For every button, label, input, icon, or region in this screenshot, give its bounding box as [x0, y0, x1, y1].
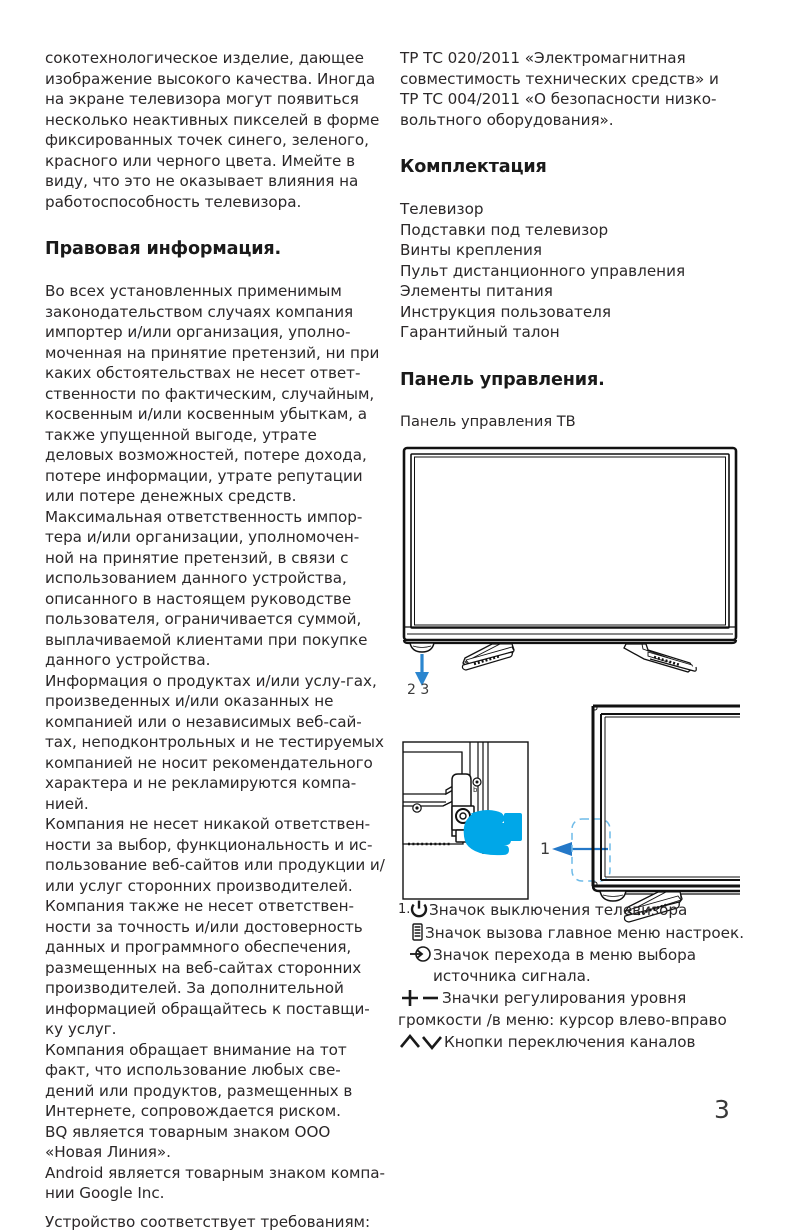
legal-paragraph-5: Компания также не несет ответствен-ности за точность и/или достоверность данных и программного обеспечения, размещенных на веб-сайтах сторонних производителей. За дополнительной информацией обращайтесь к поставщи-ку услуг.: [45, 896, 385, 1040]
list-item: Пульт дистанционного управления: [400, 261, 740, 282]
legend-item-number: 1.: [398, 899, 409, 921]
legend-item-label: Значок вызова главное меню настроек.: [425, 922, 744, 943]
page-number: 3: [714, 1095, 730, 1125]
legend-row-source: [398, 944, 746, 965]
menu-list-icon: [409, 922, 425, 942]
legend-row-channels: [398, 1031, 746, 1053]
left-column: [45, 48, 385, 1232]
list-item: Элементы питания: [400, 281, 740, 302]
list-item: Телевизор: [400, 199, 740, 220]
control-panel-detail-box: [403, 742, 528, 899]
control-panel-legend: [398, 899, 746, 1053]
tv-front-view-svg: [400, 446, 740, 694]
svg-text:b: b: [473, 786, 478, 794]
legend-item-label: источника сигнала.: [409, 965, 591, 986]
trademark-android-paragraph: Android является товарным знаком компа-нии Google Inc.: [45, 1163, 385, 1204]
trademark-bq-paragraph: BQ является товарным знаком ООО «Новая Линия».: [45, 1122, 385, 1163]
legend-item-label: Кнопки переключения каналов: [444, 1031, 695, 1052]
source-input-icon: [409, 944, 433, 964]
legal-paragraph-3: Информация о продуктах и/или услу-гах, произведенных и/или оказанных не компанией или о независимых веб-сай-тах, неподконтрольных и не тестируемых компанией не носит рекомендательного характера и не рекламируются компа-нией.: [45, 671, 385, 815]
legend-row-power: [398, 899, 746, 921]
control-panel-heading: Панель управления.: [400, 369, 740, 391]
figure-caption: Панель управления ТВ: [400, 412, 740, 432]
legend-row-volume: [398, 987, 746, 1009]
side-view-callout-label: 1: [540, 839, 550, 858]
legend-item-label: Значки регулирования уровня: [442, 987, 686, 1008]
legal-paragraph-2: Максимальная ответственность импор-тера и/или организации, уполномочен-ной на принятие претензий, в связи с использованием данного устройства, описанного в настоящем руководстве пользователя, ограничивается суммой, выплачиваемой клиентами при покупке данного устройства.: [45, 507, 385, 671]
front-view-callout-label: 2 3: [407, 682, 429, 694]
legal-information-heading: Правовая информация.: [45, 238, 385, 260]
chevron-up-down-icon: [398, 1031, 444, 1053]
intro-paragraph: сокотехнологическое изделие, дающее изображение высокого качества. Иногда на экране телевизора могут появиться несколько неактивных пикселей в форме фиксированных точек синего, зеленого, красного или черного цвета. Имейте в виду, что это не оказывает влияния на работоспособность телевизора.: [45, 48, 385, 212]
list-item: Гарантийный талон: [400, 322, 740, 343]
compliance-lead-in: Устройство соответствует требованиям:: [45, 1212, 385, 1232]
legend-row-menu: [398, 922, 746, 943]
standards-paragraph: ТР ТС 020/2011 «Электромагнитная совместимость технических средств» и ТР ТС 004/2011 «О безопасности низко-вольтного оборудования».: [400, 48, 740, 130]
package-contents-heading: Комплектация: [400, 156, 740, 178]
legend-item-label: Значок выключения телевизора: [429, 899, 687, 920]
side-view-callout-arrow: [552, 842, 608, 856]
legend-item-label: громкости /в меню: курсор влево-вправо: [398, 1009, 727, 1030]
legend-row-volume-cont: [398, 1009, 746, 1030]
plus-minus-icon: [398, 987, 442, 1009]
list-item: Инструкция пользователя: [400, 302, 740, 323]
right-column: [400, 48, 740, 939]
legend-item-label: Значок перехода в меню выбора: [433, 944, 696, 965]
legal-paragraph-6: Компания обращает внимание на тот факт, что использование любых све-дений или продуктов, размещенных в Интернете, сопровождается риском.: [45, 1040, 385, 1122]
list-item: Винты крепления: [400, 240, 740, 261]
tv-angled-view: [593, 706, 740, 922]
power-icon: [409, 899, 429, 919]
tv-front-view-figure: [400, 446, 740, 694]
legend-row-source-cont: [398, 965, 746, 986]
legal-paragraph-4: Компания не несет никакой ответствен-ности за выбор, функциональность и ис-пользование веб-сайтов или продукции и/или услуг сторонних производителей.: [45, 814, 385, 896]
legal-paragraph-1: Во всех установленных применимым законодательством случаях компания импортер и/или организация, уполно-моченная на принятие претензий, ни при каких обстоятельствах не несет ответ-ственности по фактическим, случайным, косвенным и/или косвенным убыткам, а также упущенной выгоде, утрате деловых возможностей, потере дохода, потере информации, утрате репутации или потере денежных средств.: [45, 281, 385, 507]
list-item: Подставки под телевизор: [400, 220, 740, 241]
package-contents-list: [400, 199, 740, 343]
